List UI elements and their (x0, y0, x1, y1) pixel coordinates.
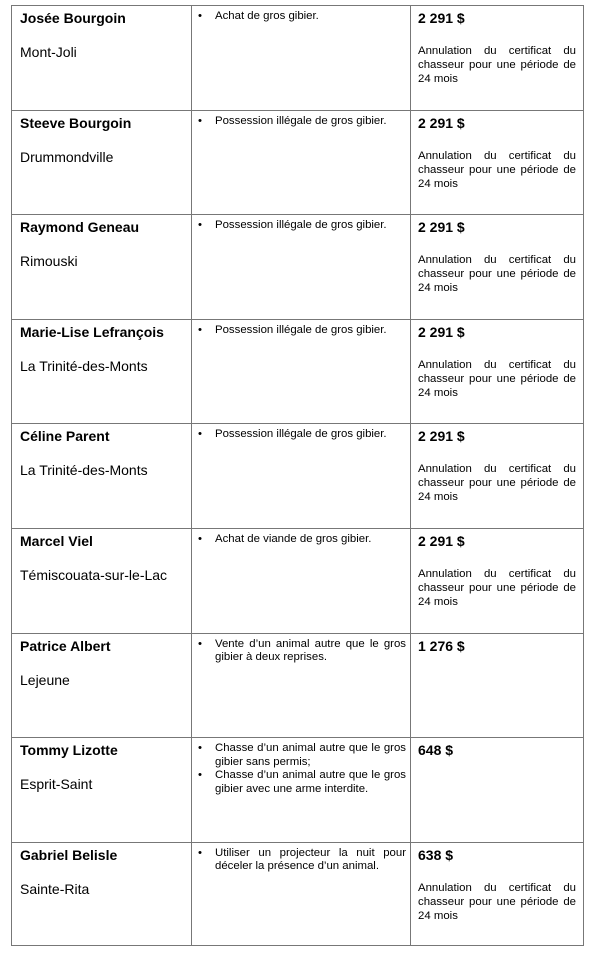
offense-item (196, 847, 406, 874)
person-name: Tommy Lizotte (20, 742, 118, 759)
table-row (11, 214, 584, 319)
offense-cell (191, 320, 410, 424)
bullet-icon: • (198, 637, 202, 650)
person-cell (11, 634, 191, 738)
offense-list (196, 324, 406, 338)
offense-list (196, 219, 406, 233)
person-city: Lejeune (20, 671, 70, 688)
sanction-text: Annulation du certificat du chasseur pour une période de 24 mois (418, 45, 576, 85)
fine-amount: 1 276 $ (418, 637, 465, 654)
bullet-icon: • (198, 532, 202, 545)
offense-list (196, 638, 406, 665)
sanction-text: Annulation du certificat du chasseur pour une période de 24 mois (418, 358, 576, 399)
person-city: La Trinité-des-Monts (20, 462, 148, 479)
offense-cell (191, 634, 410, 738)
person-name: Steeve Bourgoin (20, 114, 132, 131)
penalty-cell (410, 529, 584, 633)
bullet-icon: • (198, 114, 202, 127)
person-cell (11, 529, 191, 633)
offense-list (196, 428, 406, 442)
person-cell (11, 6, 191, 110)
fine-amount: 2 291 $ (418, 219, 465, 236)
fine-amount: 2 291 $ (418, 323, 465, 340)
offense-cell (191, 529, 410, 633)
offense-item (196, 10, 406, 24)
person-name: Marcel Viel (20, 532, 93, 549)
offenders-table (11, 5, 584, 946)
offense-text: Possession illégale de gros gibier. (215, 323, 387, 336)
offense-list (196, 742, 406, 796)
offense-item (196, 219, 406, 233)
offense-list (196, 10, 406, 24)
offense-cell (191, 424, 410, 528)
fine-amount: 638 $ (418, 846, 454, 863)
table-row (11, 5, 584, 110)
person-cell (11, 320, 191, 424)
person-cell (11, 111, 191, 215)
sanction-text: Annulation du certificat du chasseur pour une période de 24 mois (418, 149, 576, 190)
person-cell (11, 424, 191, 528)
offense-item (196, 533, 406, 547)
penalty-cell (410, 320, 584, 424)
offense-cell (191, 843, 410, 946)
fine-amount: 2 291 $ (418, 10, 465, 26)
person-name: Céline Parent (20, 428, 110, 445)
person-cell (11, 738, 191, 842)
offense-cell (191, 215, 410, 319)
person-city: La Trinité-des-Monts (20, 357, 148, 374)
offense-text: Achat de gros gibier. (215, 10, 319, 22)
person-name: Raymond Geneau (20, 219, 140, 236)
offense-text: Vente d’un animal autre que le gros gibier à deux reprises. (215, 637, 406, 664)
penalty-cell (410, 215, 584, 319)
bullet-icon: • (198, 219, 202, 232)
person-name: Gabriel Belisle (20, 846, 118, 863)
table-row (11, 319, 584, 424)
offense-text: Chasse d’un animal autre que le gros gibier sans permis; (215, 742, 406, 768)
sanction-text: Annulation du certificat du chasseur pour une période de 24 mois (418, 463, 576, 504)
penalty-cell (410, 424, 584, 528)
sanction-text: Annulation du certificat du chasseur pour une période de 24 mois (418, 254, 576, 295)
offense-cell (191, 6, 410, 110)
offense-text: Achat de viande de gros gibier. (215, 532, 372, 545)
penalty-cell (410, 6, 584, 110)
person-name: Marie-Lise Lefrançois (20, 323, 164, 340)
offense-cell (191, 111, 410, 215)
table-row (11, 633, 584, 738)
penalty-cell (410, 111, 584, 215)
offense-text: Utiliser un projecteur la nuit pour déceler la présence d’un animal. (215, 846, 406, 873)
offense-text: Possession illégale de gros gibier. (215, 428, 387, 441)
fine-amount: 2 291 $ (418, 114, 465, 131)
person-city: Drummondville (20, 148, 114, 165)
person-city: Sainte-Rita (20, 880, 90, 897)
bullet-icon: • (198, 428, 202, 441)
person-name: Patrice Albert (20, 637, 111, 654)
offense-list (196, 533, 406, 547)
penalty-cell (410, 634, 584, 738)
offense-item (196, 638, 406, 665)
offense-item (196, 324, 406, 338)
offense-item (196, 115, 406, 129)
table-row (11, 842, 584, 947)
table-row (11, 528, 584, 633)
table-row (11, 737, 584, 842)
offense-list (196, 847, 406, 874)
offense-text: Chasse d’un animal autre que le gros gibier avec une arme interdite. (215, 769, 406, 795)
offense-text: Possession illégale de gros gibier. (215, 114, 387, 127)
offense-item (196, 742, 406, 769)
offense-text: Possession illégale de gros gibier. (215, 219, 387, 232)
bullet-icon: • (198, 846, 202, 859)
person-city: Mont-Joli (20, 44, 77, 60)
sanction-text: Annulation du certificat du chasseur pour une période de 24 mois (418, 567, 576, 608)
person-cell (11, 215, 191, 319)
sanction-text: Annulation du certificat du chasseur pour une période de 24 mois (418, 881, 576, 922)
fine-amount: 648 $ (418, 742, 454, 759)
penalty-cell (410, 843, 584, 946)
bullet-icon: • (198, 769, 202, 782)
bullet-icon: • (198, 742, 202, 755)
person-name: Josée Bourgoin (20, 10, 126, 26)
offense-list (196, 115, 406, 129)
fine-amount: 2 291 $ (418, 532, 465, 549)
offense-item (196, 428, 406, 442)
person-city: Esprit-Saint (20, 776, 93, 793)
offense-item (196, 769, 406, 796)
bullet-icon: • (198, 323, 202, 336)
person-city: Témiscouata-sur-le-Lac (20, 566, 168, 583)
penalty-cell (410, 738, 584, 842)
table-row (11, 110, 584, 215)
person-cell (11, 843, 191, 946)
table-row (11, 423, 584, 528)
bullet-icon: • (198, 10, 202, 22)
offense-cell (191, 738, 410, 842)
fine-amount: 2 291 $ (418, 428, 465, 445)
person-city: Rimouski (20, 253, 78, 270)
